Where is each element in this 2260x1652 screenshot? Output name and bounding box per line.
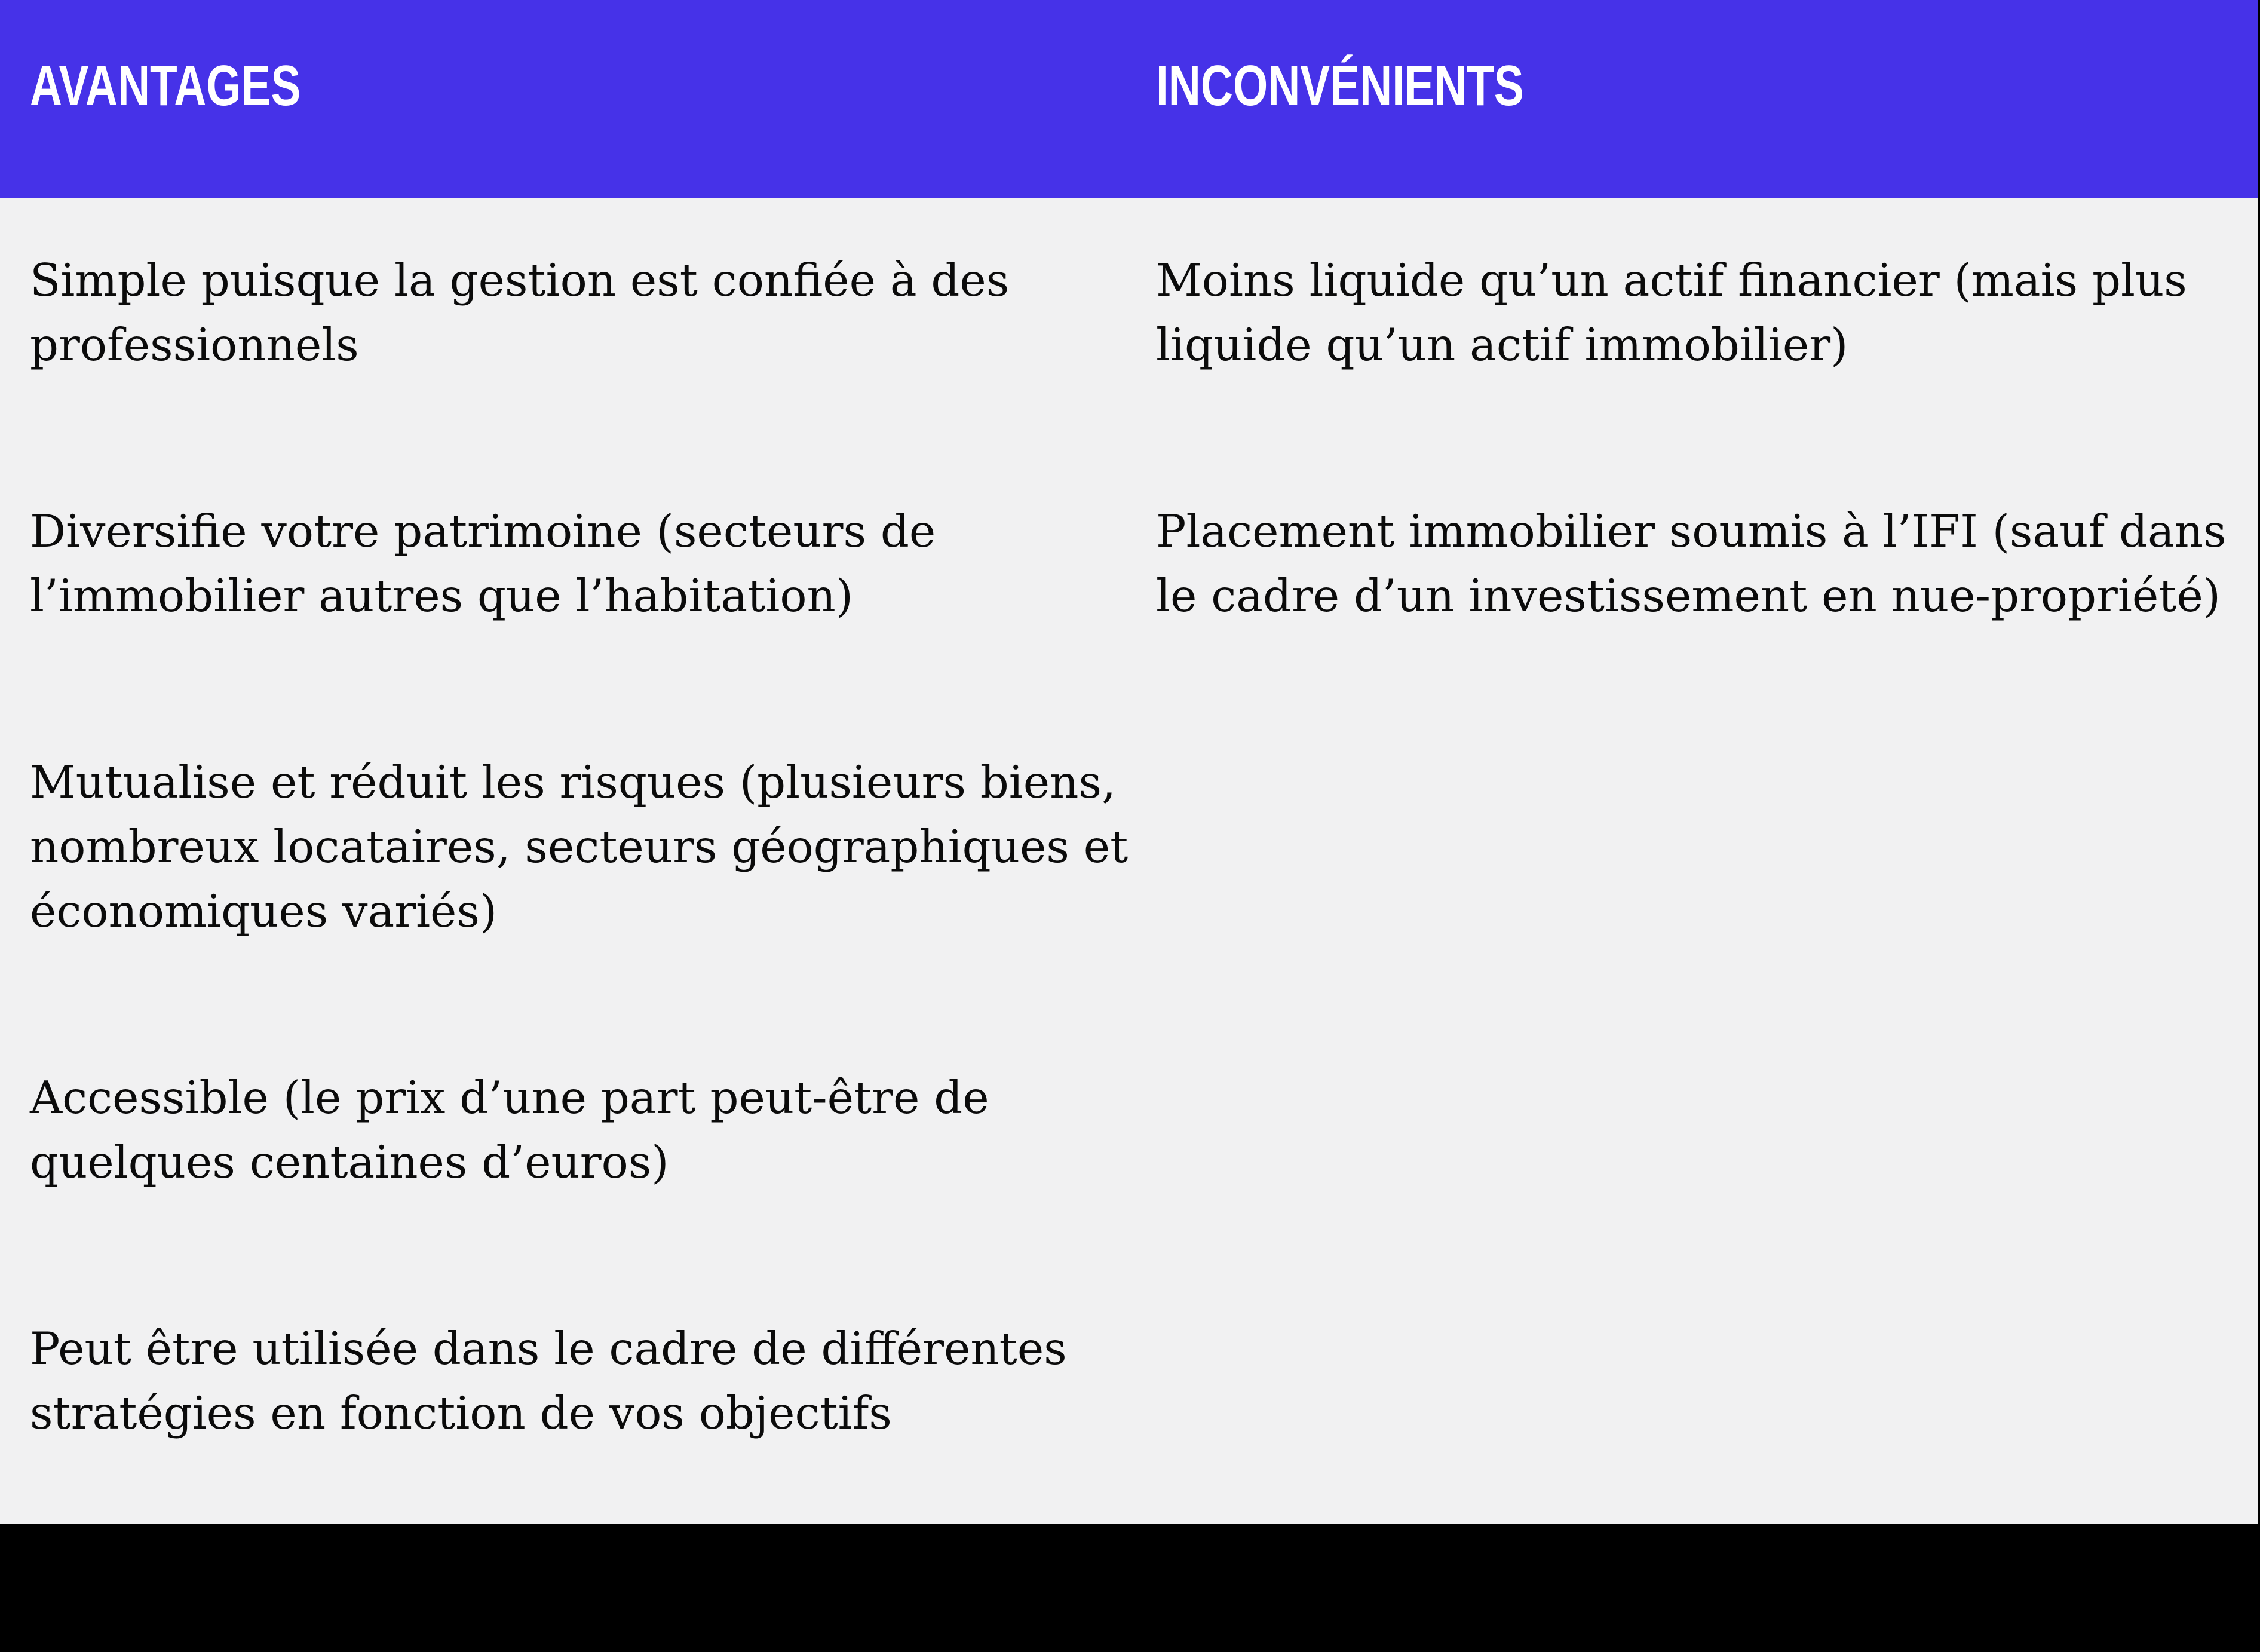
text-line: économiques variés) [30,885,498,937]
footer-bar [0,1524,2260,1652]
text-line: professionnels [30,318,359,371]
text-line: nombreux locataires, secteurs géographiques et [30,820,1129,873]
header-cell-inconvenients [1126,0,2260,198]
text-line: Placement immobilier soumis à l’IFI (sauf dans [1156,505,2227,557]
disadvantage-item [1156,248,2260,377]
table-header-row [0,0,2260,198]
text-line: Mutualise et réduit les risques (plusieurs biens, [30,756,1116,808]
disadvantage-item [1156,499,2260,628]
text-line: Moins liquide qu’un actif financier (mais plus [1156,254,2187,307]
table-body [0,198,2260,1524]
text-line: Diversifie votre patrimoine (secteurs de [30,505,936,557]
advantage-item [30,1316,1126,1445]
disadvantages-column [1126,248,2260,1524]
header-cell-avantages [0,0,1126,198]
inconvenients-header-label: INCONVÉNIENTS [1156,54,1524,118]
advantage-item [30,750,1129,943]
text-line: Peut être utilisée dans le cadre de différentes [30,1322,1067,1375]
text-line: Accessible (le prix d’une part peut-être de [30,1071,989,1124]
text-line: Simple puisque la gestion est confiée à des [30,254,1010,307]
advantages-column [0,248,1129,1524]
text-line: liquide qu’un actif immobilier) [1156,318,1848,371]
advantage-item [30,1065,1126,1194]
text-line: l’immobilier autres que l’habitation) [30,569,854,622]
advantage-item [30,248,1126,377]
avantages-header-label: AVANTAGES [30,54,301,118]
text-line: quelques centaines d’euros) [30,1136,669,1188]
right-edge-strip [2258,0,2260,1652]
text-line: le cadre d’un investissement en nue-propriété) [1156,569,2221,622]
text-line: stratégies en fonction de vos objectifs [30,1387,892,1439]
advantage-item [30,499,1126,628]
